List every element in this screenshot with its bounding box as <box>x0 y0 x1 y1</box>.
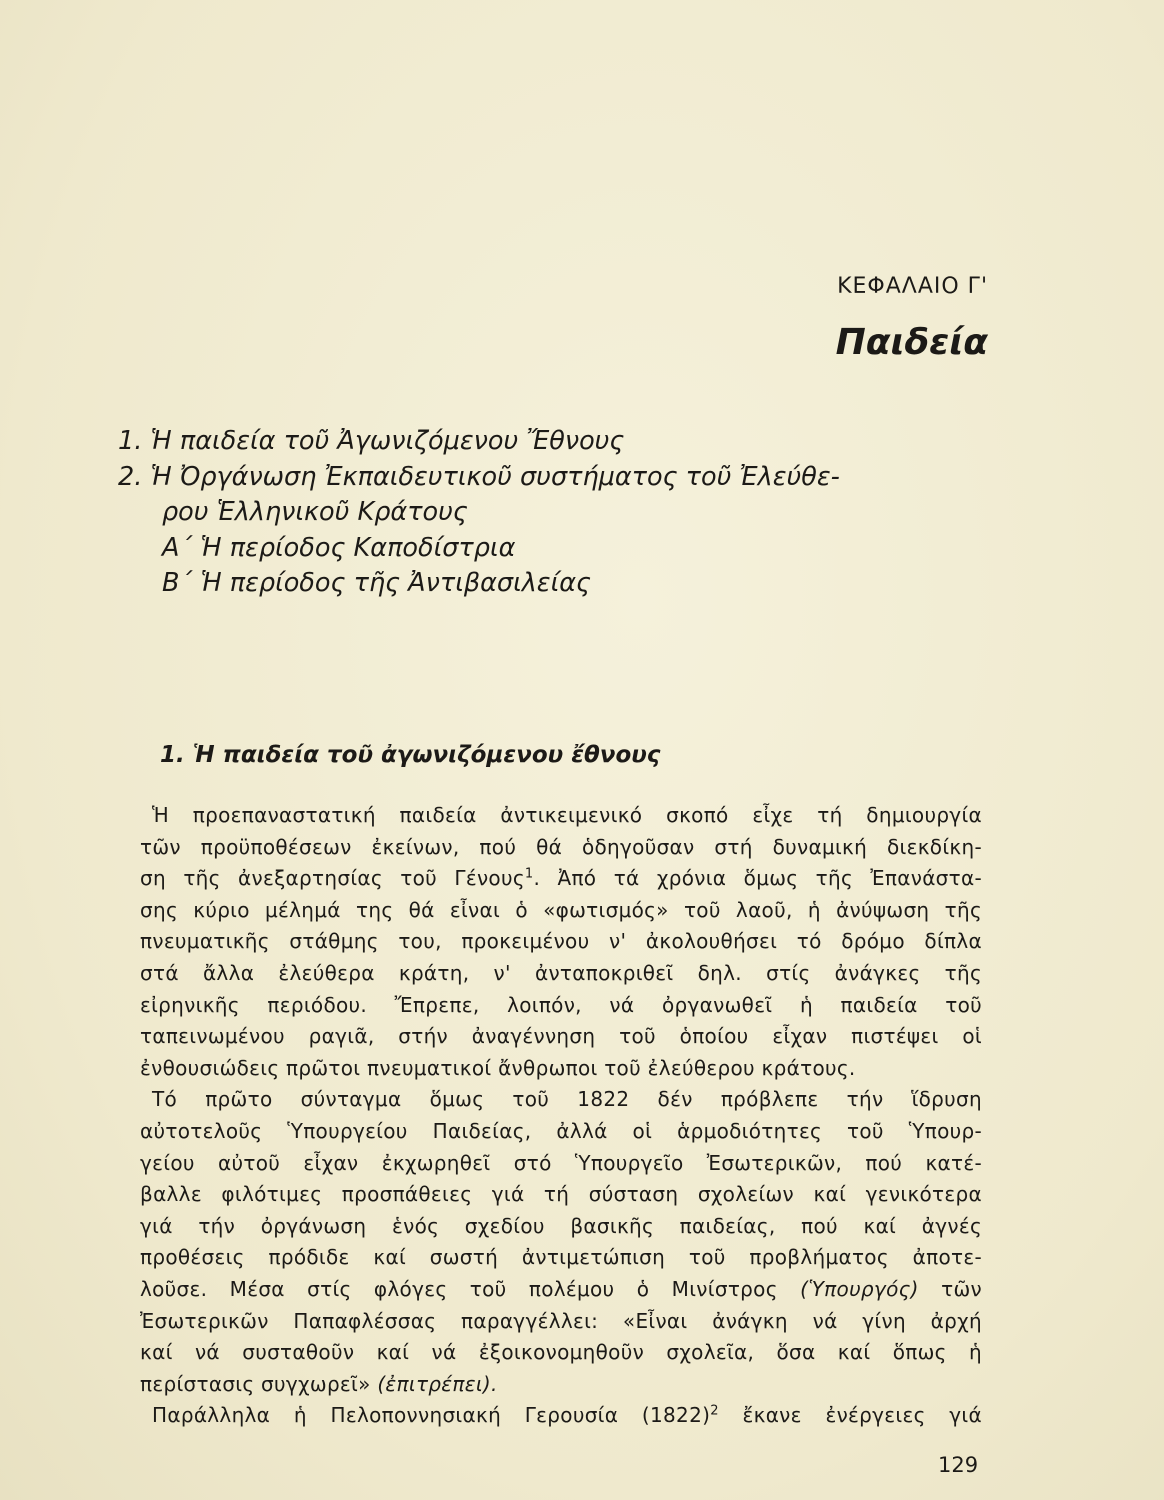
chapter-title: Παιδεία <box>835 322 988 363</box>
text-span: ἔκανε ἐνέργειες γιά <box>742 1403 982 1428</box>
toc-item-2-continued: ρου Ἑλληνικοῦ Κράτους <box>162 497 468 527</box>
body-text <box>140 800 982 1432</box>
text-line: γείου αὐτοῦ εἶχαν ἐκχωρηθεῖ στό Ὑπουργεῖο Ἐσωτερικῶν, πού κατέ- <box>140 1150 982 1175</box>
toc-item-2: 2. Ἡ Ὀργάνωση Ἐκπαιδευτικοῦ συστήματος τοῦ Ἐλεύθε- <box>118 461 840 492</box>
text-span: περίστασις συγχωρεῖ» <box>140 1371 371 1396</box>
section-heading: 1. Ἡ παιδεία τοῦ ἀγωνιζόμενου ἔθνους <box>160 742 661 768</box>
text-span: . Ἀπό τά χρόνια ὅμως τῆς Ἐπανάστα- <box>533 866 982 891</box>
text-line: ἐνθουσιώδεις πρῶτοι πνευματικοί ἄνθρωποι τοῦ ἐλεύθερου κράτους. <box>140 1055 856 1080</box>
text-span: λοῦσε. Μέσα στίς φλόγες τοῦ πολέμου ὁ Μινίστρος <box>140 1276 778 1301</box>
text-line: γιά τήν ὀργάνωση ἑνός σχεδίου βασικῆς παιδείας, πού καί ἀγνές <box>140 1213 982 1238</box>
text-line <box>140 1369 982 1401</box>
footnote-ref-1[interactable]: 1 <box>524 866 534 882</box>
italic-gloss: (Ὑπουργός) <box>800 1276 919 1301</box>
text-line: πνευματικῆς στάθμης του, προκειμένου ν' ἀκολουθήσει τό δρόμο δίπλα <box>140 929 982 954</box>
text-line: ταπεινωμένου ραγιᾶ, στήν ἀναγέννηση τοῦ ὁποίου εἶχαν πιστέψει οἱ <box>140 1024 982 1049</box>
text-line: Ἐσωτερικῶν Παπαφλέσσας παραγγέλλει: «Εἶναι ἀνάγκη νά γίνη ἀρχή <box>140 1308 982 1333</box>
text-line: εἰρηνικῆς περιόδου. Ἔπρεπε, λοιπόν, νά ὀργανωθεῖ ἡ παιδεία τοῦ <box>140 992 982 1017</box>
text-line <box>140 1400 982 1432</box>
text-line: στά ἄλλα ἐλεύθερα κράτη, ν' ἀνταποκριθεῖ δηλ. στίς ἀνάγκες τῆς <box>140 960 982 985</box>
chapter-contents <box>118 424 998 602</box>
text-line: Τό πρῶτο σύνταγμα ὅμως τοῦ 1822 δέν πρόβλεπε τήν ἵδρυση <box>152 1087 982 1112</box>
text-line: σης κύριο μέλημά της θά εἶναι ὁ «φωτισμός» τοῦ λαοῦ, ἡ ἀνύψωση τῆς <box>140 897 982 922</box>
page-number: 129 <box>938 1453 979 1477</box>
chapter-label: ΚΕΦΑΛΑΙΟ Γ' <box>837 274 988 299</box>
text-span: τῶν <box>941 1276 982 1301</box>
text-line: Ἡ προεπαναστατική παιδεία ἀντικειμενικό σκοπό εἶχε τή δημιουργία <box>152 803 982 827</box>
text-line: αὐτοτελοῦς Ὑπουργείου Παιδείας, ἀλλά οἱ ἁρμοδιότητες τοῦ Ὑπουρ- <box>140 1118 982 1143</box>
text-span: ση τῆς ἀνεξαρτησίας τοῦ Γένους <box>140 866 525 891</box>
text-line: βαλλε φιλότιμες προσπάθειες γιά τή σύσταση σχολείων καί γενικότερα <box>140 1182 982 1207</box>
text-line <box>140 1274 982 1306</box>
text-span: Παράλληλα ἡ Πελοποννησιακή Γερουσία (1822) <box>152 1403 711 1428</box>
toc-item-1: 1. Ἡ παιδεία τοῦ Ἀγωνιζόμενου Ἔθνους <box>118 426 625 456</box>
footnote-ref-2[interactable]: 2 <box>710 1403 719 1419</box>
text-line <box>140 863 982 895</box>
toc-subitem-a: Α΄ Ἡ περίοδος Καποδίστρια <box>162 532 516 563</box>
toc-subitem-b: Β΄ Ἡ περίοδος τῆς Ἀντιβασιλείας <box>162 568 591 598</box>
text-line: προθέσεις πρόδιδε καί σωστή ἀντιμετώπιση τοῦ προβλήματος ἀποτε- <box>140 1245 982 1270</box>
text-line: τῶν προϋποθέσεων ἐκείνων, πού θά ὁδηγοῦσαν στή δυναμική διεκδίκη- <box>140 834 982 859</box>
text-line: καί νά συσταθοῦν καί νά ἐξοικονομηθοῦν σχολεῖα, ὅσα καί ὅπως ἡ <box>140 1340 982 1365</box>
italic-gloss: (ἐπιτρέπει). <box>377 1371 498 1396</box>
